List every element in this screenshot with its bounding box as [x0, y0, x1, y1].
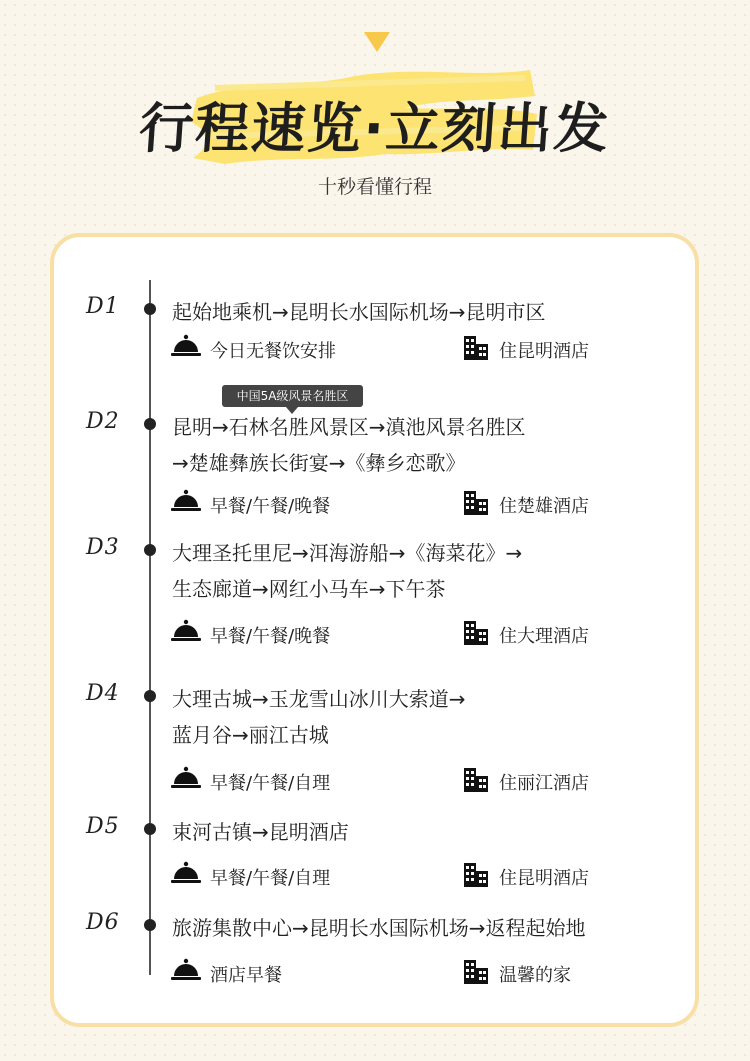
building-icon — [463, 861, 489, 887]
day-route — [172, 681, 466, 753]
day-label: D2 — [86, 409, 120, 434]
meal-text: 早餐/午餐/自理 — [210, 773, 331, 794]
building-icon — [463, 489, 489, 515]
meal-text: 酒店早餐 — [210, 965, 282, 986]
meal-text: 早餐/午餐/晚餐 — [210, 626, 331, 647]
hotel-text: 住楚雄酒店 — [499, 496, 589, 517]
header-triangle-decoration — [364, 32, 390, 52]
route-line: 生态廊道→网红小马车→下午茶 — [172, 577, 446, 601]
hotel-text: 住昆明酒店 — [499, 341, 589, 362]
page-title: 行程速览·立刻出发 — [137, 97, 613, 160]
day-label: D3 — [86, 535, 120, 560]
building-icon — [463, 619, 489, 645]
cloche-icon — [171, 489, 201, 513]
cloche-icon — [171, 958, 201, 982]
meal-text: 早餐/午餐/晚餐 — [210, 496, 331, 517]
day-label: D5 — [86, 814, 120, 839]
hotel-text: 住大理酒店 — [499, 626, 589, 647]
day-label: D6 — [86, 910, 120, 935]
day-info-d4 — [0, 766, 750, 794]
day-route — [172, 910, 586, 946]
timeline-dot — [144, 823, 156, 835]
day-label: D4 — [86, 681, 120, 706]
day-route — [172, 409, 526, 481]
route-line: 大理圣托里尼→洱海游船→《海菜花》→ — [172, 541, 523, 565]
route-line: 起始地乘机→昆明长水国际机场→昆明市区 — [172, 300, 546, 324]
route-line: 蓝月谷→丽江古城 — [172, 723, 329, 747]
cloche-icon — [171, 619, 201, 643]
timeline-dot — [144, 919, 156, 931]
route-line: 昆明→石林名胜风景区→滇池风景名胜区 — [172, 415, 526, 439]
day-info-d5 — [0, 861, 750, 889]
day-route — [172, 814, 349, 850]
day-info-d3 — [0, 619, 750, 647]
hotel-text: 住丽江酒店 — [499, 773, 589, 794]
building-icon — [463, 334, 489, 360]
day-info-d6 — [0, 958, 750, 986]
page-subtitle: 十秒看懂行程 — [317, 176, 432, 198]
timeline-dot — [144, 544, 156, 556]
day-label: D1 — [86, 294, 120, 319]
meal-text: 早餐/午餐/自理 — [210, 868, 331, 889]
scenic-tag: 中国5A级风景名胜区 — [222, 385, 363, 407]
timeline-dot — [144, 418, 156, 430]
timeline-dot — [144, 690, 156, 702]
route-line: 束河古镇→昆明酒店 — [172, 820, 349, 844]
building-icon — [463, 958, 489, 984]
meal-text: 今日无餐饮安排 — [210, 341, 336, 362]
hotel-text: 温馨的家 — [499, 965, 571, 986]
timeline-dot — [144, 303, 156, 315]
building-icon — [463, 766, 489, 792]
cloche-icon — [171, 334, 201, 358]
cloche-icon — [171, 861, 201, 885]
day-route — [172, 294, 546, 330]
day-info-d1 — [0, 334, 750, 362]
day-info-d2 — [0, 489, 750, 517]
cloche-icon — [171, 766, 201, 790]
hotel-text: 住昆明酒店 — [499, 868, 589, 889]
day-route — [172, 535, 522, 607]
route-line: →楚雄彝族长街宴→《彝乡恋歌》 — [172, 451, 466, 475]
route-line: 大理古城→玉龙雪山冰川大索道→ — [172, 687, 466, 711]
route-line: 旅游集散中心→昆明长水国际机场→返程起始地 — [172, 916, 586, 940]
